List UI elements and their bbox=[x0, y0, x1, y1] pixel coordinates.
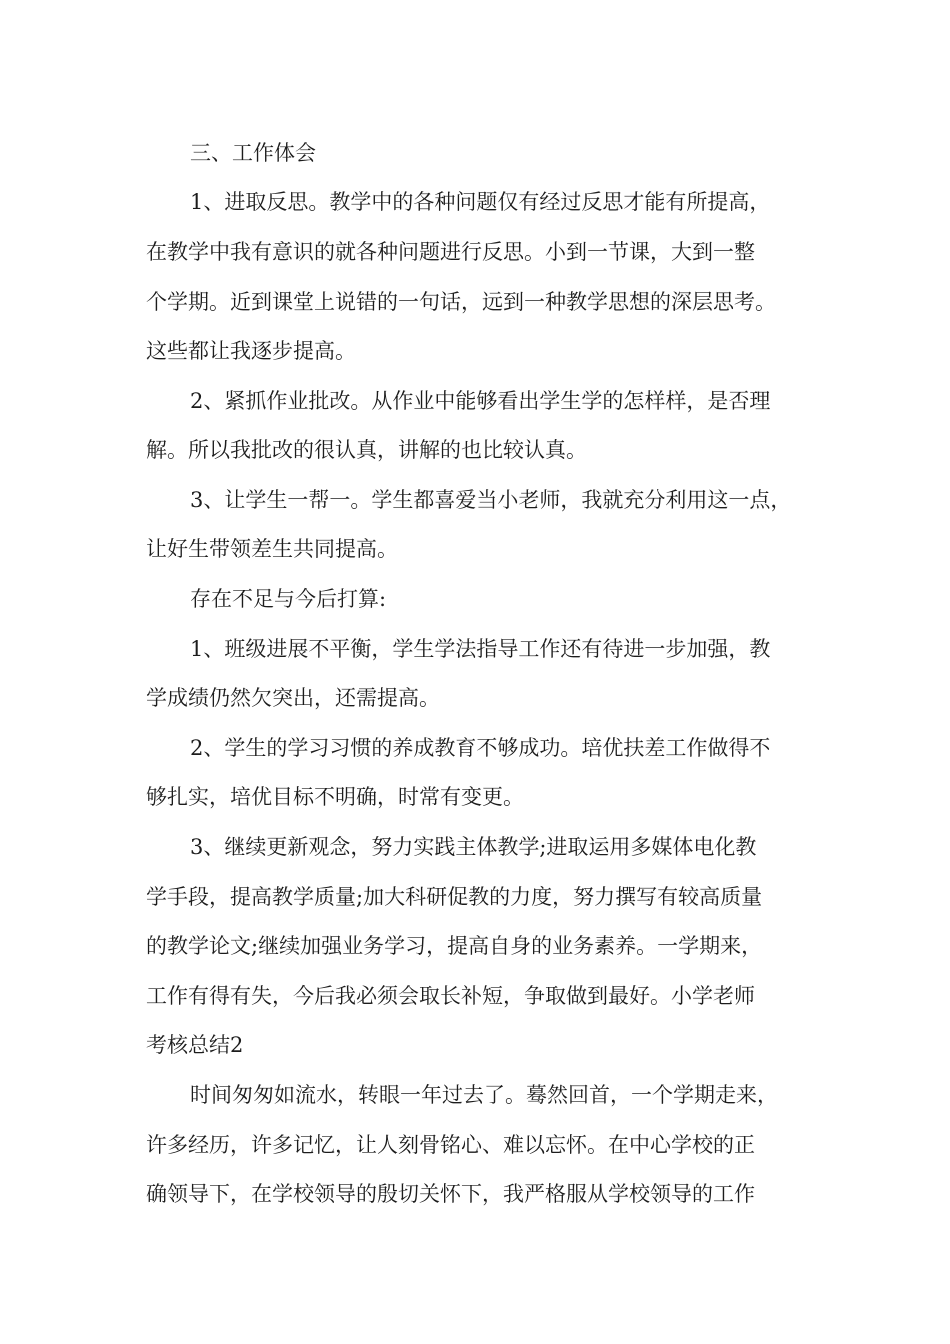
paragraph-line: 工作有得有失，今后我必须会取长补短，争取做到最好。小学老师 bbox=[146, 984, 755, 1008]
paragraph-line: 确领导下，在学校领导的殷切关怀下，我严格服从学校领导的工作 bbox=[146, 1182, 755, 1206]
paragraph-line: 2、学生的学习习惯的养成教育不够成功。培优扶差工作做得不 bbox=[190, 736, 771, 760]
paragraph-line: 2、紧抓作业批改。从作业中能够看出学生学的怎样样，是否理 bbox=[190, 389, 771, 413]
paragraph-line: 个学期。近到课堂上说错的一句话，远到一种教学思想的深层思考。 bbox=[146, 290, 776, 314]
paragraph-line: 这些都让我逐步提高。 bbox=[146, 339, 356, 363]
paragraph-line: 1、进取反思。教学中的各种问题仅有经过反思才能有所提高， bbox=[190, 190, 771, 214]
paragraph-line: 的教学论文;继续加强业务学习，提高自身的业务素养。一学期来， bbox=[146, 934, 763, 958]
paragraph-line: 学手段，提高教学质量;加大科研促教的力度，努力撰写有较高质量 bbox=[146, 885, 763, 909]
paragraph-line: 许多经历，许多记忆，让人刻骨铭心、难以忘怀。在中心学校的正 bbox=[146, 1133, 755, 1157]
paragraph-line: 够扎实，培优目标不明确，时常有变更。 bbox=[146, 785, 524, 809]
paragraph-line: 解。所以我批改的很认真，讲解的也比较认真。 bbox=[146, 438, 587, 462]
paragraph-line: 3、让学生一帮一。学生都喜爱当小老师，我就充分利用这一点， bbox=[190, 488, 792, 512]
section-heading-work-experience: 三、工作体会 bbox=[190, 141, 316, 165]
paragraph-line: 在教学中我有意识的就各种问题进行反思。小到一节课，大到一整 bbox=[146, 240, 755, 264]
paragraph-line: 1、班级进展不平衡，学生学法指导工作还有待进一步加强，教 bbox=[190, 637, 771, 661]
paragraph-line: 3、继续更新观念，努力实践主体教学;进取运用多媒体电化教 bbox=[190, 835, 757, 859]
paragraph-line: 让好生带领差生共同提高。 bbox=[146, 537, 398, 561]
section-heading-shortcomings: 存在不足与今后打算: bbox=[190, 587, 387, 611]
paragraph-line: 时间匆匆如流水，转眼一年过去了。蓦然回首，一个学期走来， bbox=[190, 1083, 778, 1107]
document-subtitle: 考核总结2 bbox=[146, 1033, 244, 1057]
paragraph-line: 学成绩仍然欠突出，还需提高。 bbox=[146, 686, 440, 710]
